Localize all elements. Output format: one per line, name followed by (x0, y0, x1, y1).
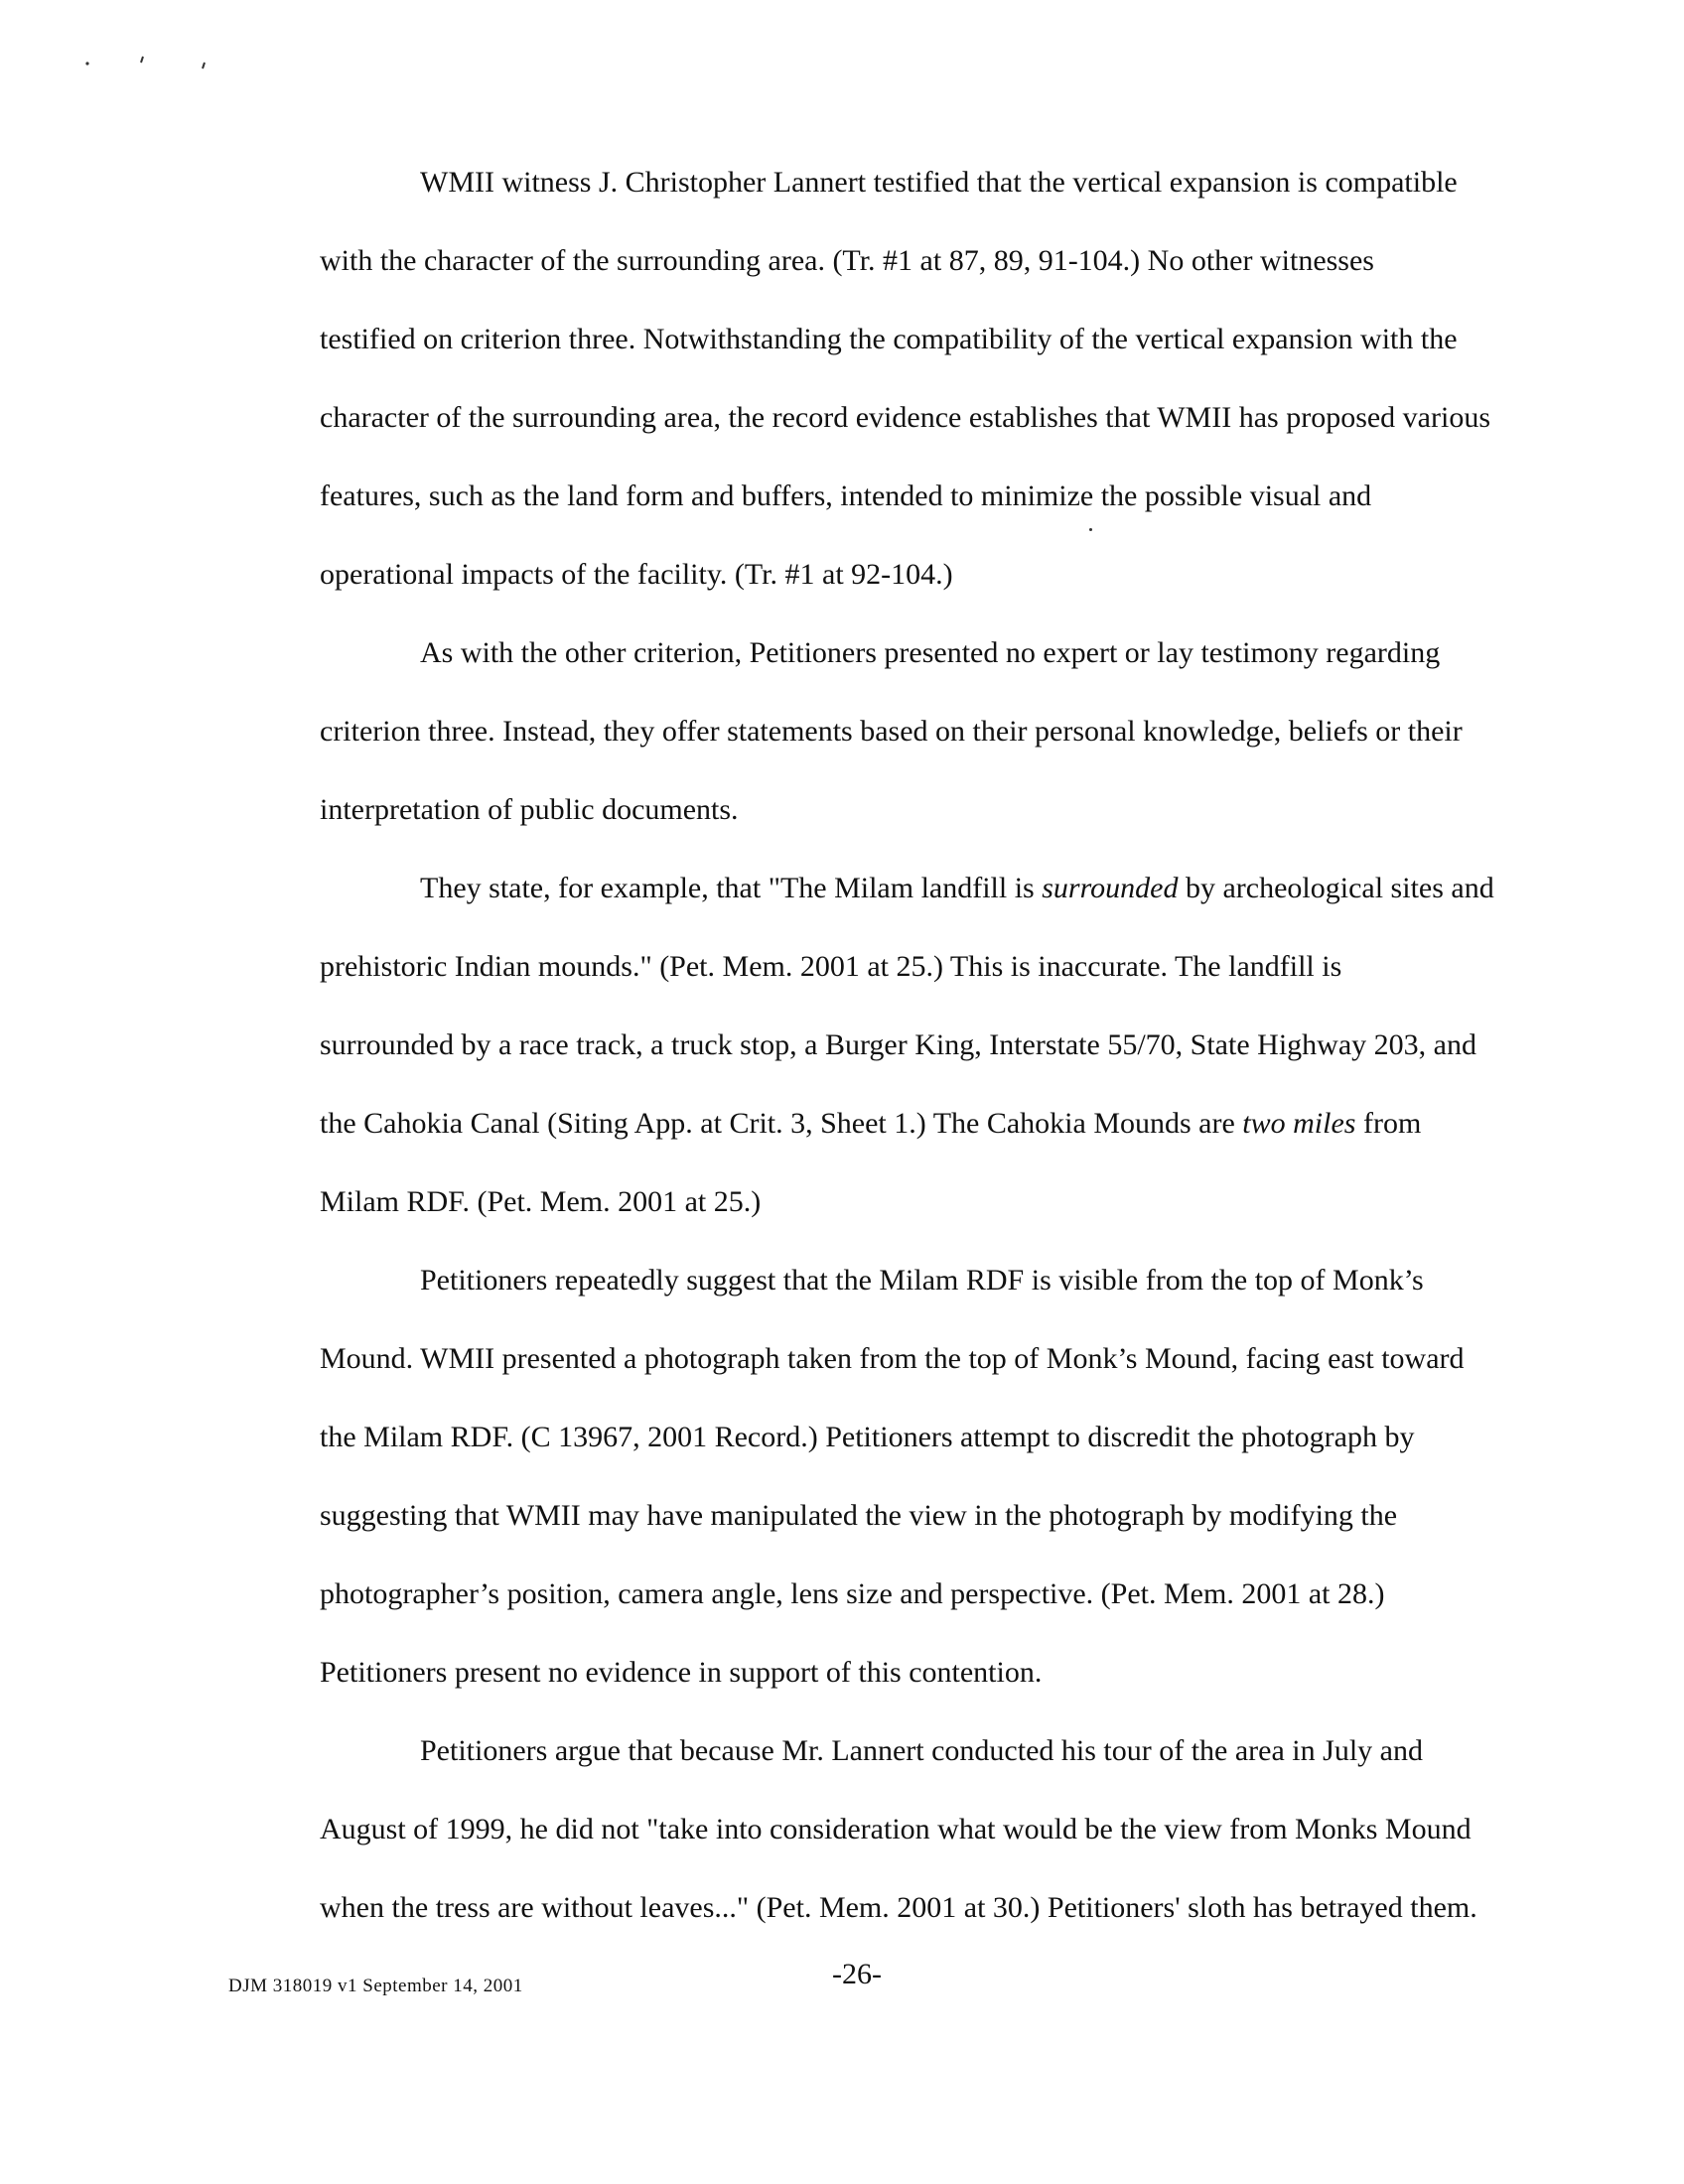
text-run: the Cahokia Canal (Siting App. at Crit. 3, Sheet 1.) The Cahokia Mounds are (320, 1107, 1243, 1140)
speck (203, 63, 205, 68)
text-line: Petitioners repeatedly suggest that the Milam RDF is visible from the top of Monk’s (420, 1264, 1424, 1297)
speck (141, 57, 143, 63)
text-line (220, 849, 1506, 927)
text-line: surrounded by a race track, a truck stop, a Burger King, Interstate 55/70, State Highway 203, and (320, 1028, 1476, 1061)
text-run: They state, for example, that "The Milam landfill is (420, 872, 1043, 904)
text-line: features, such as the land form and buffers, intended to minimize the possible visual and (320, 479, 1372, 512)
text-line: criterion three. Instead, they offer statements based on their personal knowledge, beliefs or their (320, 715, 1463, 748)
text-line: WMII witness J. Christopher Lannert testified that the vertical expansion is compatible (420, 166, 1458, 199)
text-line: August of 1999, he did not "take into consideration what would be the view from Monks Mound (320, 1813, 1472, 1845)
text-line: As with the other criterion, Petitioners presented no expert or lay testimony regarding (420, 636, 1441, 669)
text-line: operational impacts of the facility. (Tr. #1 at 92-104.) (320, 558, 953, 591)
scan-dot (1089, 528, 1092, 531)
text-line: with the character of the surrounding area. (Tr. #1 at 87, 89, 91-104.) No other witnesses (320, 244, 1374, 277)
text-line: suggesting that WMII may have manipulated the view in the photograph by modifying the (320, 1499, 1398, 1532)
text-line: Milam RDF. (Pet. Mem. 2001 at 25.) (320, 1185, 762, 1218)
page-number: -26- (832, 1958, 882, 1990)
emphasis-text: two miles (1242, 1107, 1356, 1140)
text-line: photographer’s position, camera angle, lens size and perspective. (Pet. Mem. 2001 at 28.) (320, 1577, 1385, 1610)
emphasis-text: surrounded (1042, 872, 1179, 904)
text-line: testified on criterion three. Notwithstanding the compatibility of the vertical expansion with the (320, 323, 1458, 355)
paragraph-2 (220, 614, 1506, 849)
paragraph-5 (220, 1711, 1506, 1947)
paragraph-4 (220, 1241, 1506, 1711)
paragraph-1 (220, 143, 1506, 614)
document-id-footer: DJM 318019 v1 September 14, 2001 (228, 1976, 523, 1996)
paragraph-3 (220, 849, 1506, 1241)
text-run: by archeological sites and (1178, 872, 1494, 904)
text-line: Petitioners argue that because Mr. Lannert conducted his tour of the area in July and (420, 1734, 1423, 1767)
scan-specks (81, 52, 220, 71)
text-line: the Milam RDF. (C 13967, 2001 Record.) Petitioners attempt to discredit the photograph by (320, 1421, 1415, 1453)
body-text (220, 143, 1506, 1947)
text-line: prehistoric Indian mounds." (Pet. Mem. 2001 at 25.) This is inaccurate. The landfill is (320, 950, 1342, 983)
text-line: when the tress are without leaves..." (Pet. Mem. 2001 at 30.) Petitioners' sloth has betrayed them. (320, 1891, 1477, 1924)
text-line (220, 1084, 1506, 1162)
speck (85, 62, 88, 65)
text-line: Mound. WMII presented a photograph taken from the top of Monk’s Mound, facing east toward (320, 1342, 1465, 1375)
text-line: interpretation of public documents. (320, 793, 739, 826)
text-line: Petitioners present no evidence in support of this contention. (320, 1656, 1043, 1689)
text-run: from (1355, 1107, 1422, 1140)
text-line: character of the surrounding area, the record evidence establishes that WMII has proposed various (320, 401, 1490, 434)
